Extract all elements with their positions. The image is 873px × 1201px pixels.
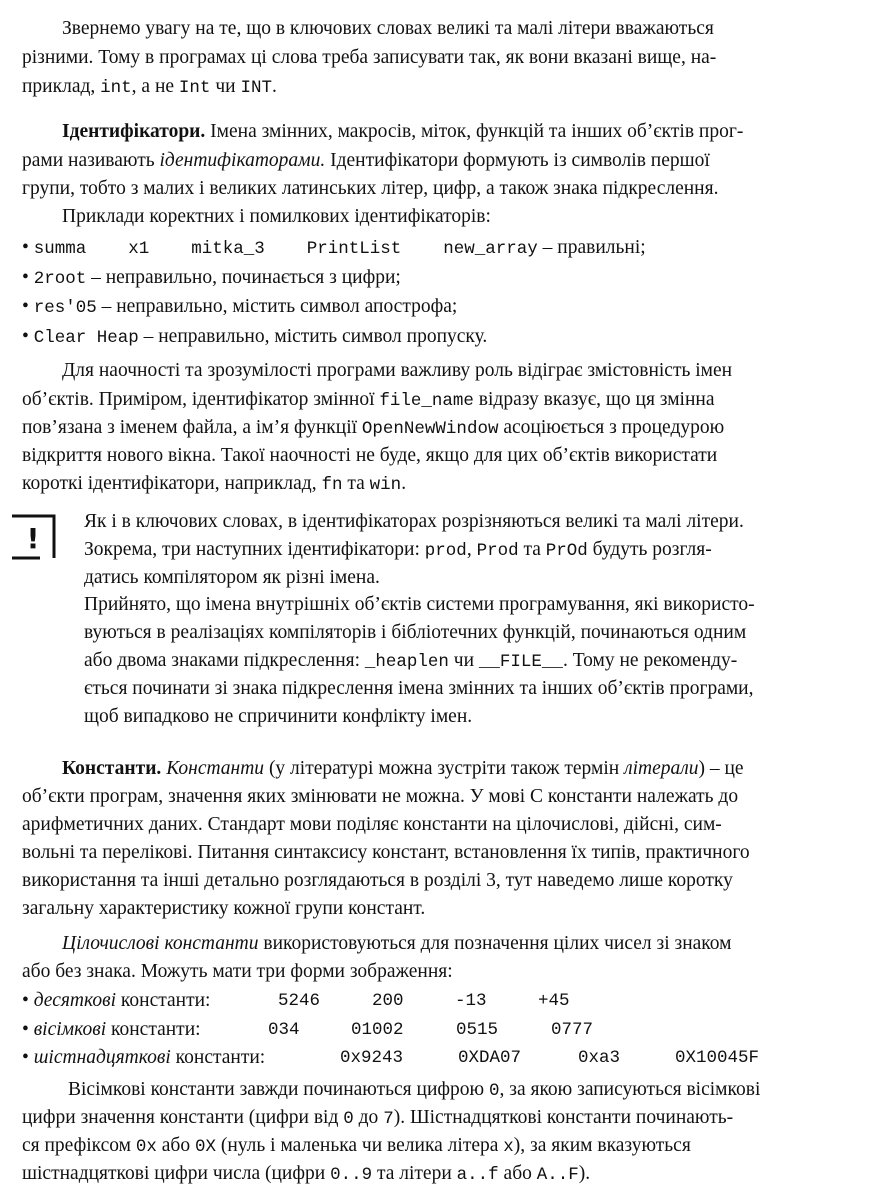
text-fragment: шістнадцяткові цифри числа (цифри [22, 1163, 326, 1184]
text-fragment: пов’язана з іменем файла, а ім’я функції [22, 417, 358, 438]
code-literal: A..F [536, 1165, 579, 1185]
text-line [62, 932, 732, 956]
text-fragment: константи: [111, 1019, 201, 1040]
text-fragment: , [466, 539, 472, 560]
text-fragment: чи [453, 650, 475, 671]
code-identifier: Prod [476, 541, 519, 561]
code-literal: 0 [343, 1109, 354, 1129]
text-fragment: або [161, 1135, 191, 1156]
list-item [22, 236, 646, 261]
text-fragment: відразу вказує, що ця змінна [478, 389, 715, 410]
text-fragment: (у літературі можна зустріти також термін [268, 758, 620, 779]
term: літерали [624, 758, 699, 779]
text-fragment: константи: [120, 990, 211, 1011]
text-line: арифметичних даних. Стандарт мови поділяє константи на цілочислові, дійсні, сим- [22, 814, 722, 835]
text-fragment: ) – це [698, 758, 744, 779]
constant-value: 0777 [551, 1020, 594, 1040]
text-fragment: ), за яким вказуються [513, 1135, 691, 1156]
text-fragment: використовуються для позначення цілих чисел зі знаком [263, 933, 732, 954]
bullet: • [22, 267, 29, 288]
text-line [22, 472, 406, 497]
text-line [22, 1134, 691, 1159]
text-line: Для наочності та зрозумілості програми важливу роль відіграє змістовність імен [62, 360, 733, 381]
text-line: об’єкти програм, значення яких змінювати не можна. У мові С константи належать до [22, 786, 739, 807]
text-fragment: Зокрема, три наступних ідентифікатори: [84, 539, 420, 560]
text-line [22, 75, 277, 100]
code-example: 2root [33, 269, 87, 289]
code-identifier: win [369, 475, 402, 495]
term: вісімкові [33, 1019, 107, 1040]
text-fragment: – неправильно, містить символ апострофа; [101, 296, 458, 317]
list-item [22, 989, 210, 1013]
constant-value: -13 [455, 991, 487, 1011]
bullet: • [22, 1047, 29, 1068]
text-line: групи, тобто з малих і великих латинських літер, цифр, а також знака підкреслення. [22, 178, 719, 199]
text-line: вольні та перелікові. Питання синтаксису констант, встановлення їх типів, практичного [22, 842, 750, 863]
code-example: summa x1 mitka_3 PrintList new_array [33, 239, 538, 259]
list-item [22, 325, 487, 350]
bullet: • [22, 990, 29, 1011]
bullet: • [22, 1019, 29, 1040]
text-line: загальну характеристику кожної групи констант. [22, 898, 426, 919]
code-identifier: PrOd [545, 541, 588, 561]
text-line [22, 416, 724, 441]
note-line: щоб випадково не спричинити конфлікту імен. [84, 706, 473, 727]
text-fragment: – правильні; [542, 237, 646, 258]
code-identifier: prod [424, 541, 467, 561]
constant-value: 0XDA07 [458, 1048, 522, 1068]
code-keyword: int [100, 78, 132, 98]
text-fragment: рами називають [22, 150, 155, 171]
text-fragment: . [401, 473, 407, 494]
text-fragment: та [347, 473, 365, 494]
text-fragment: ). Шістнадцяткові константи починають- [393, 1107, 734, 1128]
text-fragment: чи [215, 76, 236, 97]
code-identifier: OpenNewWindow [361, 419, 499, 439]
code-literal: 7 [383, 1109, 394, 1129]
text-fragment: Ідентифікатори формують із символів першої [330, 150, 710, 171]
constant-value: +45 [538, 991, 570, 1011]
constant-value: 200 [372, 991, 404, 1011]
text-fragment: асоціюється з процедурою [503, 417, 725, 438]
section-heading: Ідентифікатори. [62, 121, 206, 142]
text-fragment: та літери [376, 1163, 452, 1184]
code-example: res'05 [33, 298, 97, 318]
note-line: вуються в реалізаціях компіляторів і бібліотечних функцій, починаються одним [84, 622, 747, 643]
constant-value: 01002 [351, 1020, 404, 1040]
list-item [22, 295, 457, 320]
bullet: • [22, 296, 29, 317]
note-line: Прийнято, що імена внутрішніх об’єктів системи програмування, які використо- [84, 594, 755, 615]
text-fragment: . Тому не рекоменду- [562, 650, 738, 671]
code-identifier: __FILE__ [478, 652, 563, 672]
text-line: Звернемо увагу на те, що в ключових словах великі та малі літери вважаються [62, 18, 714, 39]
text-fragment: ). [578, 1163, 591, 1184]
term: Константи [166, 758, 265, 779]
text-line [68, 1078, 760, 1103]
text-fragment: . [271, 76, 277, 97]
text-fragment: константи: [175, 1047, 266, 1068]
text-fragment: до [358, 1107, 379, 1128]
code-literal: x [503, 1137, 514, 1157]
text-line: відкриття нового вікна. Такої наочності не буде, якщо для цих об’єктів використати [22, 445, 718, 466]
code-literal: 0x [135, 1137, 157, 1157]
bullet: • [22, 237, 29, 258]
text-fragment: Імена змінних, макросів, міток, функцій та інших об’єктів прог- [210, 121, 744, 142]
text-line: використання та інші детально розглядаються в розділі 3, тут наведемо лише коротку [22, 870, 733, 891]
text-fragment: або [503, 1163, 532, 1184]
text-fragment: – неправильно, містить символ пропуску. [143, 326, 488, 347]
code-identifier: file_name [379, 391, 474, 411]
section-heading: Константи. [62, 758, 162, 779]
text-fragment: або двома знаками підкреслення: [84, 650, 361, 671]
svg-text:!: ! [26, 522, 40, 555]
text-fragment: – неправильно, починається з цифри; [91, 267, 401, 288]
text-fragment: , за якою записуються вісімкові [499, 1079, 761, 1100]
note-line [84, 538, 712, 563]
term: Цілочислові константи [62, 933, 259, 954]
text-line: Приклади коректних і помилкових ідентифікаторів: [62, 206, 491, 227]
code-keyword: INT [240, 78, 272, 98]
constant-value: 0xa3 [578, 1048, 621, 1068]
note-line: датись компілятором як різні імена. [84, 567, 380, 588]
text-line: або без знака. Можуть мати три форми зображення: [22, 961, 453, 982]
text-fragment: ся префіксом [22, 1135, 131, 1156]
text-fragment: об’єктів. Приміром, ідентифікатор змінної [22, 389, 375, 410]
list-item [22, 1046, 265, 1070]
term: ідентифікаторами. [159, 150, 326, 171]
term: десяткові [33, 990, 117, 1011]
code-literal: 0..9 [330, 1165, 373, 1185]
list-item [22, 266, 401, 291]
text-line [22, 388, 715, 413]
note-line: Як і в ключових словах, в ідентифікаторах розрізняються великі та малі літери. [84, 511, 744, 532]
code-literal: 0 [488, 1081, 500, 1101]
list-item [22, 1018, 201, 1042]
term: шістнадцяткові [33, 1047, 171, 1068]
constant-value: 034 [268, 1020, 300, 1040]
text-fragment: (нуль і маленька чи велика літера [220, 1135, 499, 1156]
constant-value: 0515 [456, 1020, 499, 1040]
code-literal: a..f [456, 1165, 499, 1185]
exclamation-icon [10, 512, 56, 562]
text-fragment: та [523, 539, 541, 560]
text-line [22, 1106, 733, 1131]
text-fragment: приклад, [22, 76, 96, 97]
code-example: Clear Heap [33, 328, 139, 348]
constant-value: 5246 [278, 991, 321, 1011]
code-identifier: _heaplen [364, 652, 449, 672]
text-line [22, 149, 710, 173]
text-line: різними. Тому в програмах ці слова треба записувати так, як вони вказані вище, на- [22, 47, 717, 68]
text-fragment: , а не [131, 76, 175, 97]
bullet: • [22, 326, 29, 347]
text-fragment: цифри значення константи (цифри від [22, 1107, 339, 1128]
text-line [62, 757, 744, 781]
constant-value: 0X10045F [675, 1048, 760, 1068]
code-literal: 0X [194, 1137, 216, 1157]
note-line: ється починати зі знака підкреслення імена змінних та інших об’єктів програми, [84, 678, 754, 699]
code-identifier: fn [321, 475, 343, 495]
text-line [22, 1162, 590, 1187]
text-fragment: Вісімкові константи завжди починаються цифрою [68, 1079, 485, 1100]
text-fragment: короткі ідентифікатори, наприклад, [22, 473, 317, 494]
code-keyword: Int [178, 78, 211, 98]
note-line [84, 649, 737, 674]
text-line [62, 120, 743, 144]
text-fragment: будуть розгля- [592, 539, 712, 560]
constant-value: 0x9243 [340, 1048, 404, 1068]
